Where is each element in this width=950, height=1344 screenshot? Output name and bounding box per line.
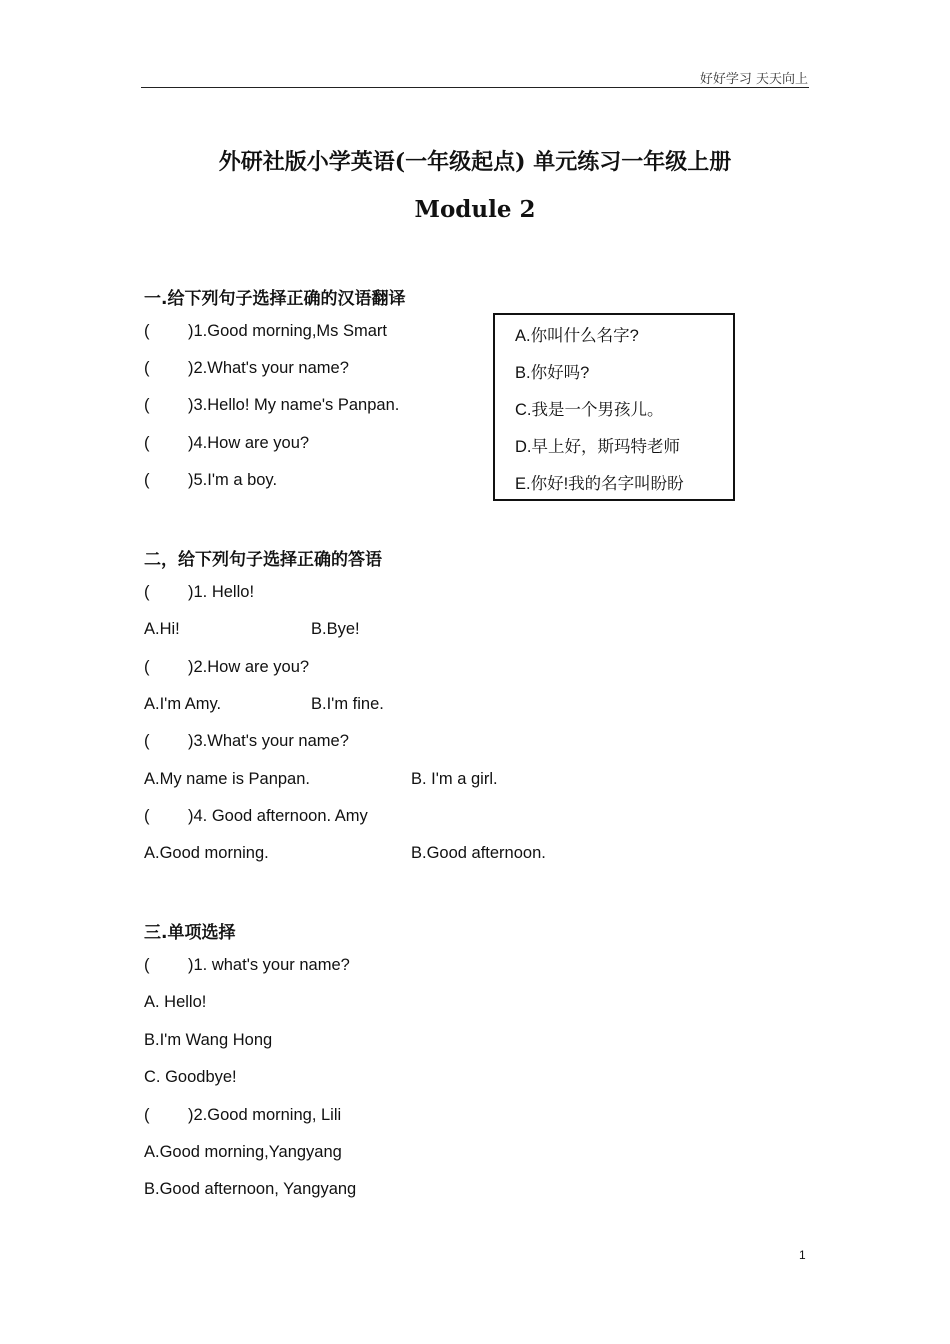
section1-question: [144, 359, 349, 378]
question-text: )5.I'm a boy.: [188, 471, 278, 489]
answer-option-a: A.Hi!: [144, 620, 180, 638]
answer-blank[interactable]: (: [144, 956, 150, 974]
question-text: )1. what's your name?: [188, 956, 350, 974]
section1-question: [144, 396, 399, 415]
section2-question: [144, 732, 349, 751]
answer-blank[interactable]: (: [144, 732, 150, 750]
section1-question: [144, 471, 277, 490]
answer-option-a: A.I'm Amy.: [144, 695, 222, 713]
answer-option-a: A.Good morning.: [144, 844, 269, 862]
question-text: )3.What's your name?: [188, 732, 349, 750]
answer-blank[interactable]: (: [144, 807, 150, 825]
question-text: )1.Good morning,Ms Smart: [188, 322, 387, 340]
header-rule: [141, 87, 809, 88]
section3-question: [144, 956, 350, 975]
section2-question: [144, 583, 254, 602]
answer-blank[interactable]: (: [144, 583, 150, 601]
question-text: )4. Good afternoon. Amy: [188, 807, 368, 825]
section1-heading: 一.给下列句子选择正确的汉语翻译: [144, 289, 406, 309]
question-text: )2.Good morning, Lili: [188, 1106, 342, 1124]
choice-option: C. Goodbye!: [144, 1068, 237, 1086]
question-text: )2.What's your name?: [188, 359, 349, 377]
translation-option: D.早上好，斯玛特老师: [515, 438, 680, 456]
question-text: )2.How are you?: [188, 658, 310, 676]
answer-blank[interactable]: (: [144, 1106, 150, 1124]
question-text: )4.How are you?: [188, 434, 310, 452]
translation-option: E.你好!我的名字叫盼盼: [515, 475, 684, 493]
translation-option: C.我是一个男孩儿。: [515, 401, 664, 419]
header-motto: 好好学习 天天向上: [699, 72, 808, 87]
section2-heading: 二，给下列句子选择正确的答语: [144, 550, 382, 570]
section1-question: [144, 322, 387, 341]
section1-question: [144, 434, 309, 453]
answer-option-a: A.My name is Panpan.: [144, 770, 310, 788]
question-text: )1. Hello!: [188, 583, 255, 601]
answer-blank[interactable]: (: [144, 434, 150, 452]
translation-options-box: [493, 313, 735, 501]
choice-option: B.Good afternoon, Yangyang: [144, 1180, 357, 1198]
choice-option: A. Hello!: [144, 993, 207, 1011]
question-text: )3.Hello! My name's Panpan.: [188, 396, 400, 414]
choice-option: B.I'm Wang Hong: [144, 1031, 273, 1049]
translation-option: B.你好吗?: [515, 364, 590, 382]
answer-option-b: B.Bye!: [311, 620, 360, 638]
module-title: Module 2: [414, 196, 536, 223]
choice-option: A.Good morning,Yangyang: [144, 1143, 342, 1161]
answer-blank[interactable]: (: [144, 396, 150, 414]
translation-option: A.你叫什么名字?: [515, 327, 639, 345]
section2-question: [144, 658, 309, 677]
page-title: 外研社版小学英语(一年级起点) 单元练习一年级上册: [218, 149, 732, 175]
section3-heading: 三.单项选择: [144, 923, 236, 943]
answer-blank[interactable]: (: [144, 322, 150, 340]
answer-blank[interactable]: (: [144, 658, 150, 676]
page-number: 1: [799, 1248, 806, 1262]
section3-question: [144, 1106, 341, 1125]
section2-question: [144, 807, 368, 826]
answer-blank[interactable]: (: [144, 471, 150, 489]
answer-blank[interactable]: (: [144, 359, 150, 377]
answer-option-b: B.Good afternoon.: [411, 844, 546, 862]
answer-option-b: B. I'm a girl.: [411, 770, 498, 788]
answer-option-b: B.I'm fine.: [311, 695, 384, 713]
